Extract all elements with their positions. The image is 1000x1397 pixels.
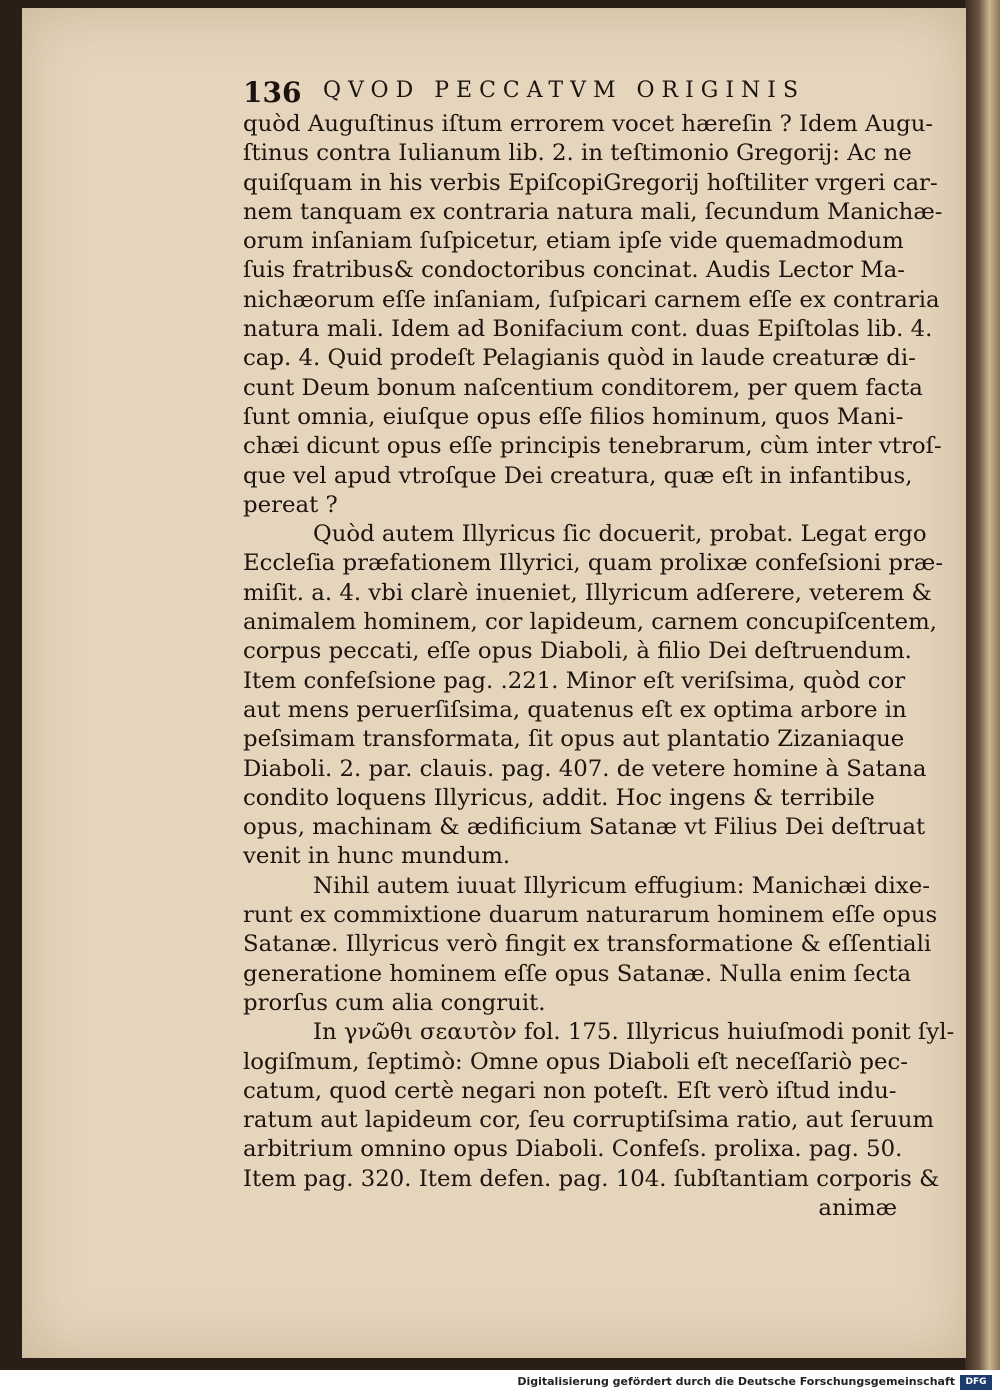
text-line: arbitrium omnino opus Diaboli. Confeſs. prolixa. pag. 50.	[243, 1136, 903, 1163]
text-line: cunt Deum bonum naſcentium conditorem, per quem facta	[243, 374, 923, 401]
text-line: quiſquam in his verbis EpiſcopiGregorij hoſtiliter vrgeri car-	[243, 169, 938, 196]
text-line: animalem hominem, cor lapideum, carnem concupiſcentem,	[243, 609, 937, 636]
text-line: aut mens peruerſiſsima, quatenus eſt ex optima arbore in	[243, 696, 907, 723]
text-line: quòd Auguſtinus iſtum errorem vocet hæreſin ? Idem Augu-	[243, 111, 934, 137]
text-line: Eccleſia præfationem Illyrici, quam prolixæ confeſsioni præ-	[243, 550, 944, 577]
text-line: ſtinus contra Iulianum lib. 2. in teſtimonio Gregorij: Ac ne	[243, 140, 912, 167]
text-line: logiſmum, ſeptimò: Omne opus Diaboli eſt neceſſariò pec-	[243, 1048, 908, 1075]
text-line: natura mali. Idem ad Bonifacium cont. duas Epiſtolas lib. 4.	[243, 316, 933, 343]
page-number: 136	[243, 76, 302, 109]
text-line: generatione hominem eſſe opus Satanæ. Nulla enim ſecta	[243, 960, 912, 987]
text-line: Item confeſsione pag. .221. Minor eſt veriſsima, quòd cor	[243, 667, 906, 694]
text-line: opus, machinam & ædificium Satanæ vt Filius Dei deſtruat	[243, 814, 926, 841]
catchword: animæ	[818, 1194, 897, 1221]
running-head: QVOD PECCATVM ORIGINIS	[323, 78, 806, 103]
text-line: prorſus cum alia congruit.	[243, 989, 546, 1016]
text-line: Satanæ. Illyricus verò fingit ex transformatione & eſſentiali	[243, 931, 932, 958]
digitization-footer	[0, 1370, 1000, 1397]
book-edge	[965, 0, 1000, 1370]
paragraph-start-line: Nihil autem iuuat Illyricum effugium: Manichæi dixe-	[313, 872, 930, 899]
text-line: ratum aut lapideum cor, ſeu corruptiſsima ratio, aut ſeruum	[243, 1107, 935, 1134]
text-line: peſsimam transformata, ſit opus aut plantatio Zizaniaque	[243, 726, 905, 753]
text-line: cap. 4. Quid prodeſt Pelagianis quòd in laude creaturæ di-	[243, 345, 916, 372]
funding-credit: Digitalisierung gefördert durch die Deutsche Forschungsgemeinschaft	[517, 1375, 955, 1388]
text-line: catum, quod certè negari non poteſt. Eſt verò iſtud indu-	[243, 1077, 897, 1104]
text-line: condito loquens Illyricus, addit. Hoc ingens & terribile	[243, 784, 875, 811]
paragraph-start-line: Quòd autem Illyricus ſic docuerit, probat. Legat ergo	[313, 521, 927, 548]
text-line: chæi dicunt opus eſſe principis tenebrarum, cùm inter vtroſ-	[243, 433, 942, 460]
text-line: venit in hunc mundum.	[243, 843, 511, 870]
text-line: nem tanquam ex contraria natura mali, ſecundum Manichæ-	[243, 198, 943, 225]
text-line: corpus peccati, eſſe opus Diaboli, à filio Dei deſtruendum.	[243, 638, 912, 665]
dfg-logo: DFG	[960, 1375, 992, 1390]
text-line: miſit. a. 4. vbi clarè inueniet, Illyricum adſerere, veterem &	[243, 579, 932, 606]
text-line: que vel apud vtroſque Dei creatura, quæ eſt in infantibus,	[243, 462, 913, 489]
page-header	[243, 76, 883, 110]
text-line: pereat ?	[243, 491, 338, 518]
paragraph-start-line: In γνῶθι σεαυτὸν fol. 175. Illyricus huiuſmodi ponit ſyl-	[313, 1019, 955, 1046]
text-line: nichæorum eſſe inſaniam, ſuſpicari carnem eſſe ex contraria	[243, 286, 940, 313]
text-line: runt ex commixtione duarum naturarum hominem eſſe opus	[243, 902, 938, 929]
text-line: orum inſaniam ſuſpicetur, etiam ipſe vide quemadmodum	[243, 228, 904, 255]
body-text	[243, 110, 963, 1223]
text-line: Diaboli. 2. par. clauis. pag. 407. de vetere homine à Satana	[243, 755, 927, 782]
text-line: ſuis fratribus& condoctoribus concinat. Audis Lector Ma-	[243, 257, 905, 284]
text-line: Item pag. 320. Item defen. pag. 104. ſubſtantiam corporis &	[243, 1165, 940, 1192]
text-line: ſunt omnia, eiuſque opus eſſe filios hominum, quos Mani-	[243, 403, 904, 430]
